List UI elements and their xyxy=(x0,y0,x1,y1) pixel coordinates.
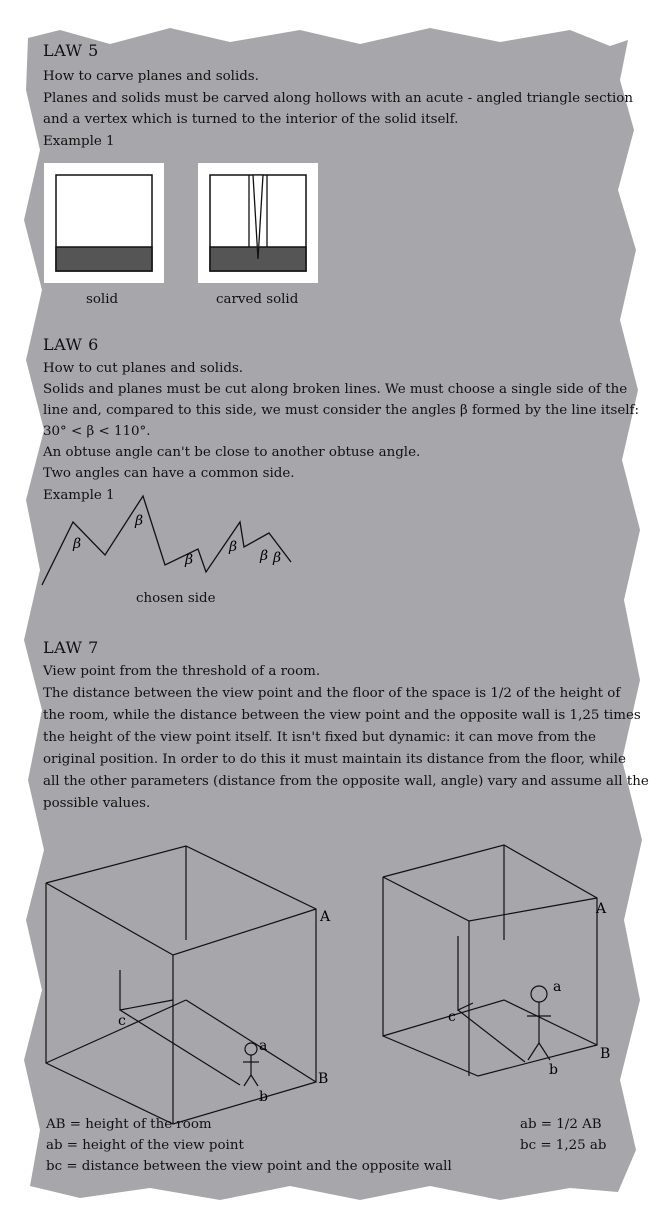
law7-body-6: possible values. xyxy=(43,796,151,811)
law5-example: Example 1 xyxy=(43,134,115,149)
left-label-b: b xyxy=(259,1089,268,1105)
law6-caption-chosen-side: chosen side xyxy=(136,591,216,606)
beta-6: β xyxy=(273,550,282,566)
law7-title: LAW 7 xyxy=(43,638,99,657)
right-label-B: B xyxy=(600,1046,611,1062)
law7-body-1: The distance between the view point and the floor of the space is 1/2 of the height of xyxy=(43,686,621,701)
legend-right-2: bc = 1,25 ab xyxy=(520,1138,607,1153)
law7-body-5: all the other parameters (distance from the opposite wall, angle) vary and assume all the xyxy=(43,774,649,789)
beta-2: β xyxy=(135,513,144,529)
beta-5: β xyxy=(260,548,269,564)
right-label-c: c xyxy=(448,1009,456,1025)
right-label-b: b xyxy=(549,1062,558,1078)
legend-left-3: bc = distance between the view point and the opposite wall xyxy=(46,1159,452,1174)
law5-caption-carved: carved solid xyxy=(216,292,299,307)
law5-body-1: Planes and solids must be carved along hollows with an acute - angled triangle section xyxy=(43,91,633,106)
law6-body-3: 30° < β < 110°. xyxy=(43,424,151,439)
right-label-a: a xyxy=(553,979,562,995)
law5-subtitle: How to carve planes and solids. xyxy=(43,69,259,84)
left-label-c: c xyxy=(118,1013,126,1029)
law6-example: Example 1 xyxy=(43,488,115,503)
law6-body-2: line and, compared to this side, we must consider the angles β formed by the line itself: xyxy=(43,403,640,418)
law6-body-1: Solids and planes must be cut along broken lines. We must choose a single side of the xyxy=(43,382,628,397)
left-label-A: A xyxy=(320,909,331,925)
law6-subtitle: How to cut planes and solids. xyxy=(43,361,244,376)
legend-left-2: ab = height of the view point xyxy=(46,1138,244,1153)
law5-body-2: and a vertex which is turned to the interior of the solid itself. xyxy=(43,112,459,127)
beta-1: β xyxy=(73,536,82,552)
law6-body-4: An obtuse angle can't be close to another obtuse angle. xyxy=(43,445,421,460)
law5-caption-solid: solid xyxy=(86,292,119,307)
right-label-A: A xyxy=(596,901,607,917)
law7-body-3: the height of the view point itself. It isn't fixed but dynamic: it can move from the xyxy=(43,730,596,745)
beta-3: β xyxy=(185,552,194,568)
law6-title: LAW 6 xyxy=(43,335,99,354)
law7-subtitle: View point from the threshold of a room. xyxy=(43,664,321,679)
law7-body-2: the room, while the distance between the view point and the opposite wall is 1,25 times xyxy=(43,708,641,723)
left-label-a: a xyxy=(259,1038,268,1054)
legend-left-1: AB = height of the room xyxy=(46,1117,212,1132)
law6-body-5: Two angles can have a common side. xyxy=(43,466,295,481)
law7-body-4: original position. In order to do this it must maintain its distance from the floor, while xyxy=(43,752,626,767)
law5-title: LAW 5 xyxy=(43,41,99,60)
legend-right-1: ab = 1/2 AB xyxy=(520,1117,602,1132)
left-label-B: B xyxy=(318,1071,329,1087)
beta-4: β xyxy=(229,539,238,555)
